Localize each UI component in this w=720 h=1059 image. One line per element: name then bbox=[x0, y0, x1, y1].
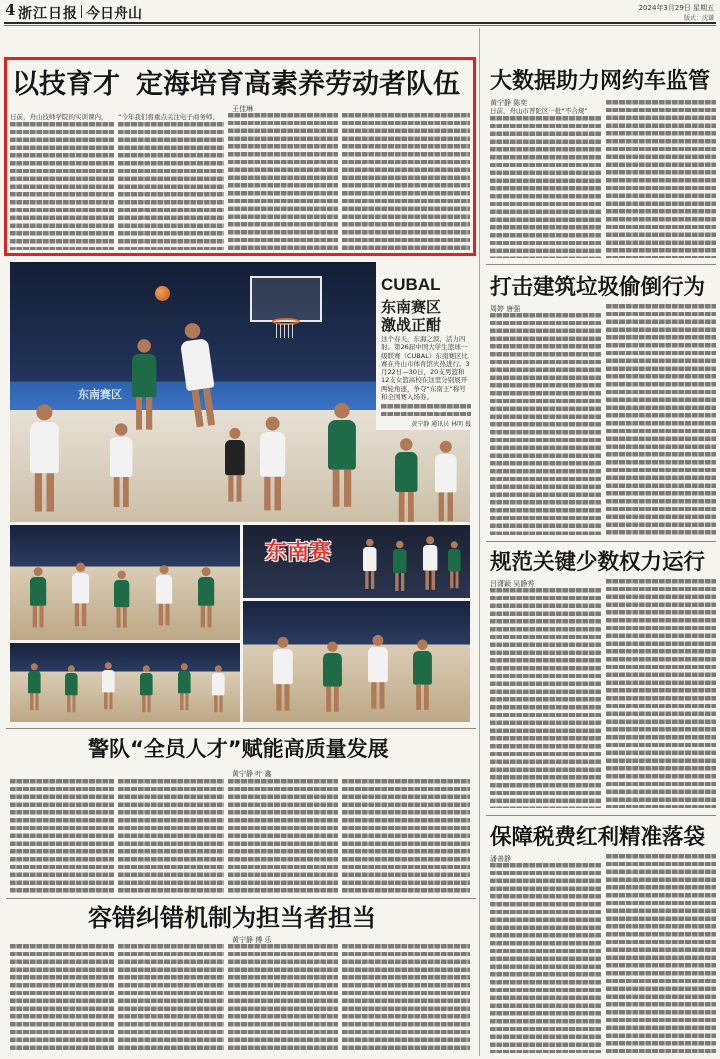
photo-banner-text: 东南赛 bbox=[265, 540, 332, 565]
player-figure bbox=[435, 454, 457, 492]
player-figure bbox=[132, 354, 156, 397]
article-body-column bbox=[606, 854, 716, 1053]
player-figure bbox=[198, 577, 214, 606]
article-body-column bbox=[490, 313, 601, 535]
article-body-column bbox=[490, 116, 601, 258]
article-body-column bbox=[228, 113, 338, 250]
player-figure bbox=[30, 422, 59, 473]
byline-skill-talent: 王佳琳 bbox=[232, 105, 253, 113]
headline-fault-tolerance: 容错纠错机制为担当者担当 bbox=[88, 904, 376, 932]
article-body-column bbox=[10, 944, 114, 1052]
masthead-rule-thin bbox=[4, 25, 716, 26]
issue-date: 2024年3月29日 星期五 bbox=[638, 4, 714, 12]
basketball-net bbox=[276, 324, 296, 338]
referee-figure bbox=[225, 440, 245, 475]
player-figure bbox=[395, 452, 418, 492]
article-body-column bbox=[342, 113, 470, 250]
byline-police-talent: 黄宁静 叶 鑫 bbox=[232, 770, 272, 778]
photo-cubal-4 bbox=[10, 643, 240, 722]
byline-key-power: 吕潇颖 吴静秀 bbox=[490, 580, 535, 588]
article-body-column bbox=[118, 779, 224, 893]
headline-key-power: 规范关键少数权力运行 bbox=[490, 550, 706, 575]
player-figure bbox=[368, 647, 388, 682]
player-figure bbox=[28, 671, 41, 693]
player-figure bbox=[102, 670, 115, 692]
photo-credit: 黄宁静 通讯员 林明 摄 bbox=[411, 421, 471, 428]
player-figure bbox=[72, 573, 89, 603]
photo-feature-title-line1: 东南赛区 bbox=[381, 298, 442, 316]
page-number: 4 bbox=[5, 1, 16, 19]
player-figure bbox=[273, 649, 293, 684]
article-body-column bbox=[606, 304, 716, 535]
article-body-column bbox=[118, 122, 224, 250]
player-figure bbox=[363, 547, 377, 571]
photo-cubal-2 bbox=[10, 525, 240, 640]
masthead-rule bbox=[4, 22, 716, 24]
photo-cubal-5 bbox=[243, 601, 470, 722]
section-rule bbox=[486, 541, 716, 542]
article-body-column bbox=[342, 944, 470, 1052]
article-body-column bbox=[490, 863, 601, 1053]
headline-police-talent: 警队“全员人才”赋能高质量发展 bbox=[88, 737, 389, 761]
player-figure bbox=[156, 575, 172, 604]
player-figure bbox=[413, 651, 432, 685]
column-divider bbox=[479, 28, 480, 1056]
byline-fault-tolerance: 黄宁静 傅 乐 bbox=[232, 936, 272, 944]
photo-caption: 这个春天，东海之滨，活力四射。第26届中国大学生篮球一级联赛（CUBAL）东南赛区比赛在舟山市体育馆火热进行。3月22日—30日，20支男篮和12支女篮高校在这里分别展开两轮角逐，争夺“东南王”称号和全国赛入场券。 bbox=[381, 335, 470, 402]
player-figure bbox=[260, 432, 285, 477]
player-figure bbox=[140, 673, 153, 695]
player-figure bbox=[323, 653, 342, 687]
article-body-column bbox=[10, 122, 114, 250]
lead-skill-talent-col2: “今年我们将重点关注电子商务师、 bbox=[118, 113, 219, 121]
section-rule bbox=[6, 898, 476, 899]
byline-tax-benefit: 潘善静 bbox=[490, 855, 511, 863]
player-figure bbox=[65, 673, 78, 695]
player-figure bbox=[393, 549, 407, 573]
headline-skill-talent-a: 以技育才 bbox=[12, 69, 120, 100]
photo-feature-title-line2: 激战正酣 bbox=[381, 316, 442, 334]
photo-banner-text: 东南赛区 bbox=[78, 388, 122, 401]
photo-caption-continued bbox=[381, 404, 471, 416]
paper-logo: 浙江日报 bbox=[18, 6, 78, 22]
section-title: 今日舟山 bbox=[86, 6, 142, 22]
article-body-column bbox=[342, 779, 470, 893]
player-figure bbox=[448, 549, 461, 571]
article-body-column bbox=[10, 779, 114, 893]
player-figure bbox=[178, 671, 191, 693]
byline-construction-waste: 周婷 唐强 bbox=[490, 305, 521, 313]
player-figure bbox=[180, 338, 215, 391]
headline-construction-waste: 打击建筑垃圾偷倒行为 bbox=[490, 275, 706, 300]
article-body-column bbox=[118, 944, 224, 1052]
section-rule bbox=[6, 728, 476, 729]
section-rule bbox=[486, 264, 716, 265]
headline-ride-hailing: 大数据助力网约车监管 bbox=[490, 69, 711, 94]
byline-ride-hailing: 黄宁静 陈奕 bbox=[490, 99, 528, 107]
layout-editor: 版式：沈谦 bbox=[683, 15, 714, 22]
player-figure bbox=[212, 673, 225, 695]
photo-feature-title-latin: CUBAL bbox=[381, 275, 441, 294]
article-body-column bbox=[606, 579, 716, 808]
article-body-column bbox=[228, 779, 338, 893]
headline-tax-benefit: 保障税费红利精准落袋 bbox=[490, 825, 706, 850]
section-rule bbox=[486, 815, 716, 816]
player-figure bbox=[423, 545, 437, 571]
article-body-column bbox=[606, 100, 716, 258]
player-figure bbox=[110, 437, 133, 477]
article-body-column bbox=[490, 588, 601, 808]
player-figure bbox=[328, 420, 356, 470]
player-figure bbox=[114, 580, 129, 607]
player-figure bbox=[30, 577, 46, 606]
basketball bbox=[155, 286, 170, 301]
photo-cubal-3 bbox=[243, 525, 470, 598]
lead-ride-hailing-col1: 日前，舟山市普陀区一批“不合规” bbox=[490, 107, 588, 115]
basketball-backboard bbox=[250, 276, 322, 322]
lead-skill-talent-col1: 日前，舟山技师学院的实训课内， bbox=[10, 113, 108, 121]
masthead-divider bbox=[81, 5, 82, 18]
article-body-column bbox=[228, 944, 338, 1052]
headline-skill-talent-b: 定海培育高素养劳动者队伍 bbox=[136, 69, 460, 100]
